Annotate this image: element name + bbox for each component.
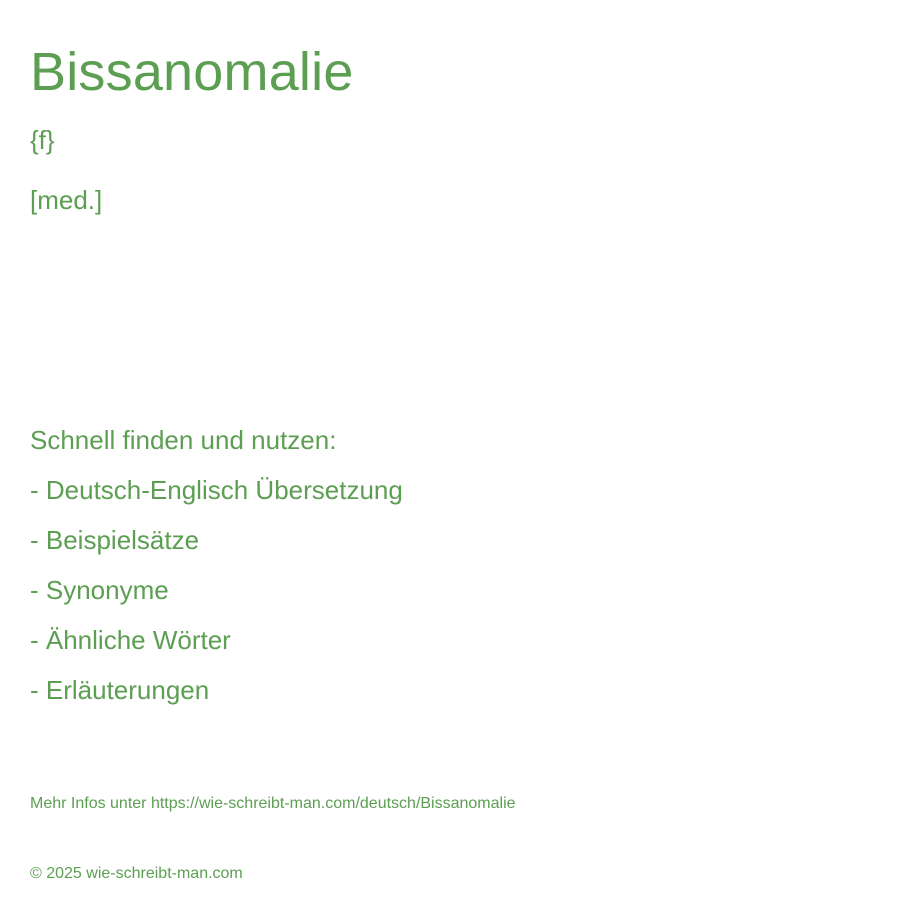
features-list bbox=[30, 474, 403, 724]
feature-item-synonyms: - Synonyme bbox=[30, 575, 169, 605]
feature-item-similar-words: - Ähnliche Wörter bbox=[30, 625, 231, 655]
feature-item-translation: - Deutsch-Englisch Übersetzung bbox=[30, 475, 403, 505]
copyright-text: © 2025 wie-schreibt-man.com bbox=[30, 865, 243, 882]
more-info-text: Mehr Infos unter https://wie-schreibt-man.com/deutsch/Bissanomalie bbox=[30, 795, 516, 812]
gender-label: {f} bbox=[30, 125, 55, 155]
feature-item-explanations: - Erläuterungen bbox=[30, 675, 210, 705]
feature-item-example-sentences: - Beispielsätze bbox=[30, 525, 200, 555]
page-title: Bissanomalie bbox=[30, 42, 354, 102]
features-heading: Schnell finden und nutzen: bbox=[30, 425, 337, 455]
domain-label: [med.] bbox=[30, 185, 103, 215]
